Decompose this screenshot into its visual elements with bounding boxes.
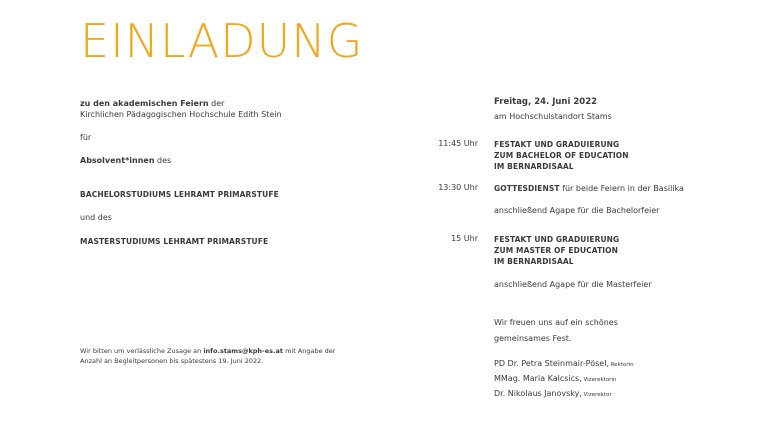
rsvp-email[interactable]: info.stams@kph-es.at (203, 347, 283, 355)
closing-line-2: gemeinsames Fest. (494, 334, 572, 343)
signatory-3-name: Dr. Nikolaus Janovsky, (494, 389, 582, 398)
rsvp-line-1 (80, 346, 335, 356)
rsvp-post: mit Angabe der (283, 347, 336, 355)
signatory-2-role: Vizerektorin (581, 377, 617, 383)
signatory-2-name: MMag. Maria Kalcsics, (494, 374, 582, 383)
signatory-3 (494, 388, 612, 401)
time-2: 13:30 Uhr (438, 183, 478, 192)
bachelor-program: BACHELORSTUDIUMS LEHRAMT PRIMARSTUFE (80, 190, 279, 199)
absolvent-line (80, 155, 171, 167)
absolvent-rest: des (154, 156, 172, 165)
signatory-1-role: Rektorin (608, 362, 634, 368)
event-2-rest: für beide Feiern in der Basilika (559, 184, 684, 193)
event-1-line-3: IM BERNARDISAAL (494, 162, 574, 171)
event-2 (494, 183, 684, 195)
master-program: MASTERSTUDIUMS LEHRAMT PRIMARSTUFE (80, 237, 269, 246)
event-3-line-1: FESTAKT UND GRADUIERUNG (494, 235, 620, 244)
event-2-bold: GOTTESDIENST (494, 184, 560, 193)
event-1-line-2: ZUM BACHELOR OF EDUCATION (494, 151, 629, 160)
signatory-2 (494, 373, 616, 386)
closing-line-1: Wir freuen uns auf ein schönes (494, 318, 618, 327)
event-3-line-2: ZUM MASTER OF EDUCATION (494, 246, 619, 255)
signatory-1 (494, 358, 634, 371)
event-location: am Hochschulstandort Stams (494, 112, 612, 121)
absolvent-bold: Absolvent*innen (80, 156, 155, 165)
intro-rest: der (208, 99, 225, 108)
event-1-line-1: FESTAKT UND GRADUIERUNG (494, 140, 620, 149)
intro-bold: zu den akademischen Feiern (80, 99, 209, 108)
agape-bachelor: anschließend Agape für die Bachelorfeier (494, 206, 660, 215)
event-3-line-3: IM BERNARDISAAL (494, 257, 574, 266)
und-des-text: und des (80, 213, 112, 222)
agape-master: anschließend Agape für die Masterfeier (494, 280, 652, 289)
signatory-1-name: PD Dr. Petra Steinmair-Pösel, (494, 359, 609, 368)
rsvp-pre: Wir bitten um verlässliche Zusage an (80, 347, 204, 355)
rsvp-line-2: Anzahl an Begleitpersonen bis spätestens 19. Juni 2022. (80, 357, 264, 365)
time-3: 15 Uhr (451, 234, 478, 243)
signatory-3-role: Vizerektor (581, 392, 612, 398)
institution: Kirchlichen Pädagogischen Hochschule Edith Stein (80, 110, 282, 119)
event-date: Freitag, 24. Juni 2022 (494, 97, 598, 107)
fuer-text: für (80, 133, 92, 142)
page-title: EINLADUNG (80, 14, 364, 68)
time-1: 11:45 Uhr (438, 139, 478, 148)
